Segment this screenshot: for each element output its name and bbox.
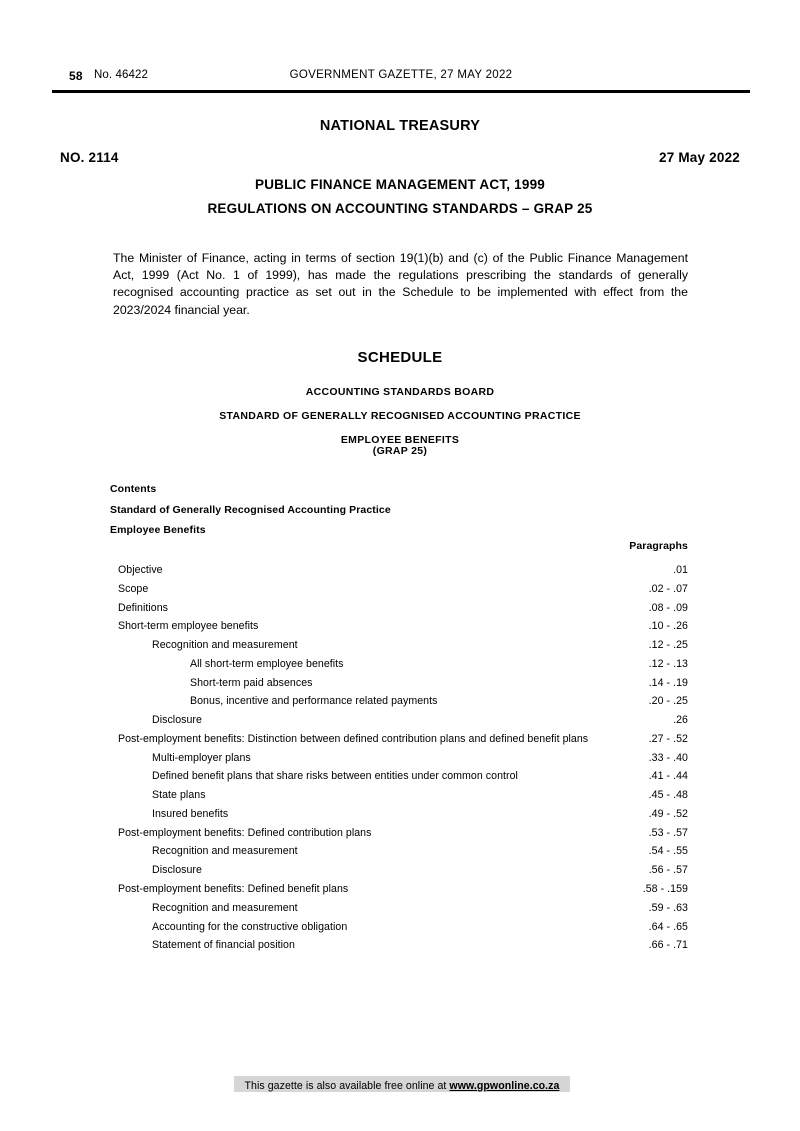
- table-row: [110, 695, 688, 714]
- toc-entry-paragraphs: .64 - .65: [648, 920, 688, 933]
- department-heading: NATIONAL TREASURY: [319, 118, 481, 134]
- toc-entry-label: Defined benefit plans that share risks between entities under common control: [152, 770, 518, 783]
- toc-entry-label: Definitions: [118, 601, 169, 614]
- toc-entry-paragraphs: .41 - .44: [648, 770, 688, 783]
- toc-entry-label: Objective: [118, 564, 163, 576]
- table-row: [110, 939, 688, 958]
- toc-entry-label: Short-term employee benefits: [118, 620, 259, 633]
- table-row: [110, 902, 688, 921]
- contents-title: Contents: [110, 483, 157, 495]
- table-row: [110, 752, 688, 771]
- toc-entry-paragraphs: .12 - .13: [648, 657, 688, 670]
- toc-entry-label: Insured benefits: [152, 807, 229, 820]
- toc-entry-label: State plans: [152, 789, 206, 802]
- footer-banner: [234, 1076, 570, 1092]
- toc-entry-label: Short-term paid absences: [190, 676, 313, 689]
- toc-entry-label: Multi-employer plans: [152, 751, 251, 764]
- table-row: [110, 639, 688, 658]
- toc-entry-label: Post-employment benefits: Distinction between defined contribution plans and defined benefit plans: [118, 732, 589, 745]
- table-row: [110, 733, 688, 752]
- regulations-title: REGULATIONS ON ACCOUNTING STANDARDS – GRAP 25: [207, 201, 593, 216]
- table-row: [110, 677, 688, 696]
- toc-entry-paragraphs: .66 - .71: [648, 939, 688, 952]
- toc-entry-paragraphs: .45 - .48: [648, 789, 688, 802]
- contents-standard-line: Standard of Generally Recognised Accounting Practice: [110, 503, 391, 516]
- grap-code-line: (GRAP 25): [372, 445, 428, 457]
- table-row: [110, 602, 688, 621]
- preamble-paragraph: The Minister of Finance, acting in terms of section 19(1)(b) and (c) of the Public Finance Management Act, 1999 (Act No. 1 of 1999), has made the regulations prescribing the standards of generally recognised accounting practice as set out in the Schedule to be implemented with effect from the 2023/2024 financial year.: [113, 251, 688, 317]
- contents-heading-block: [110, 483, 688, 545]
- toc-entry-paragraphs: .33 - .40: [648, 751, 688, 764]
- toc-entry-paragraphs: .53 - .57: [648, 826, 688, 839]
- header-divider: [52, 90, 750, 93]
- table-row: [110, 789, 688, 808]
- toc-entry-label: Disclosure: [152, 714, 202, 727]
- contents-subject-line: Employee Benefits: [110, 524, 206, 537]
- toc-entry-paragraphs: .14 - .19: [648, 676, 688, 689]
- toc-entry-label: All short-term employee benefits: [190, 657, 344, 670]
- table-row: [110, 714, 688, 733]
- toc-entry-label: Disclosure: [152, 864, 202, 877]
- table-row: [110, 864, 688, 883]
- page-number: 58: [69, 69, 83, 83]
- notice-date: 27 May 2022: [658, 150, 740, 165]
- toc-entry-label: Scope: [118, 582, 149, 595]
- table-row: [110, 921, 688, 940]
- schedule-heading: SCHEDULE: [357, 349, 443, 366]
- standard-line: STANDARD OF GENERALLY RECOGNISED ACCOUNTING PRACTICE: [219, 410, 581, 422]
- toc-entry-paragraphs: .02 - .07: [648, 582, 688, 595]
- toc-entry-paragraphs: .56 - .57: [648, 864, 688, 877]
- toc-entry-paragraphs: .08 - .09: [648, 601, 688, 614]
- table-row: [110, 564, 688, 583]
- notice-row: [60, 150, 740, 168]
- accounting-standards-board-line: ACCOUNTING STANDARDS BOARD: [305, 386, 495, 398]
- table-row: [110, 658, 688, 677]
- toc-entry-label: Post-employment benefits: Defined benefit plans: [118, 883, 349, 896]
- toc-entry-label: Recognition and measurement: [152, 639, 298, 652]
- toc-entry-paragraphs: .58 - .159: [642, 883, 688, 896]
- table-row: [110, 808, 688, 827]
- toc-entry-label: Bonus, incentive and performance related payments: [190, 695, 438, 708]
- toc-entry-paragraphs: .27 - .52: [648, 732, 688, 745]
- footer-text: [245, 1080, 560, 1092]
- toc-entry-label: Statement of financial position: [152, 939, 295, 952]
- gazette-number: No. 46422: [94, 69, 148, 81]
- toc-entry-paragraphs: .49 - .52: [648, 807, 688, 820]
- table-row: [110, 583, 688, 602]
- running-head: [52, 69, 750, 85]
- table-row: [110, 620, 688, 639]
- running-head-title: GOVERNMENT GAZETTE, 27 MAY 2022: [289, 69, 513, 81]
- toc-entry-label: Accounting for the constructive obligation: [152, 920, 348, 933]
- toc-entry-paragraphs: .26: [673, 714, 688, 727]
- table-row: [110, 845, 688, 864]
- toc-entry-paragraphs: .59 - .63: [648, 901, 688, 914]
- toc-entry-label: Post-employment benefits: Defined contribution plans: [118, 826, 372, 839]
- toc-entry-label: Recognition and measurement: [152, 845, 298, 858]
- table-row: [110, 770, 688, 789]
- toc-entry-label: Recognition and measurement: [152, 901, 298, 914]
- subject-line: EMPLOYEE BENEFITS: [340, 434, 460, 446]
- toc-entry-paragraphs: .54 - .55: [648, 845, 688, 858]
- footer-prefix: This gazette is also available free online at: [244, 1080, 450, 1092]
- table-row: [110, 883, 688, 902]
- gpwonline-link[interactable]: www.gpwonline.co.za: [449, 1080, 560, 1092]
- toc-entry-paragraphs: .10 - .26: [648, 620, 688, 633]
- table-of-contents: [110, 564, 688, 958]
- toc-entry-paragraphs: .01: [673, 564, 688, 576]
- notice-number: NO. 2114: [60, 150, 119, 165]
- toc-entry-paragraphs: .20 - .25: [648, 695, 688, 708]
- paragraphs-column-header: Paragraphs: [629, 540, 688, 552]
- act-title: PUBLIC FINANCE MANAGEMENT ACT, 1999: [254, 177, 546, 192]
- toc-entry-paragraphs: .12 - .25: [648, 639, 688, 652]
- table-row: [110, 827, 688, 846]
